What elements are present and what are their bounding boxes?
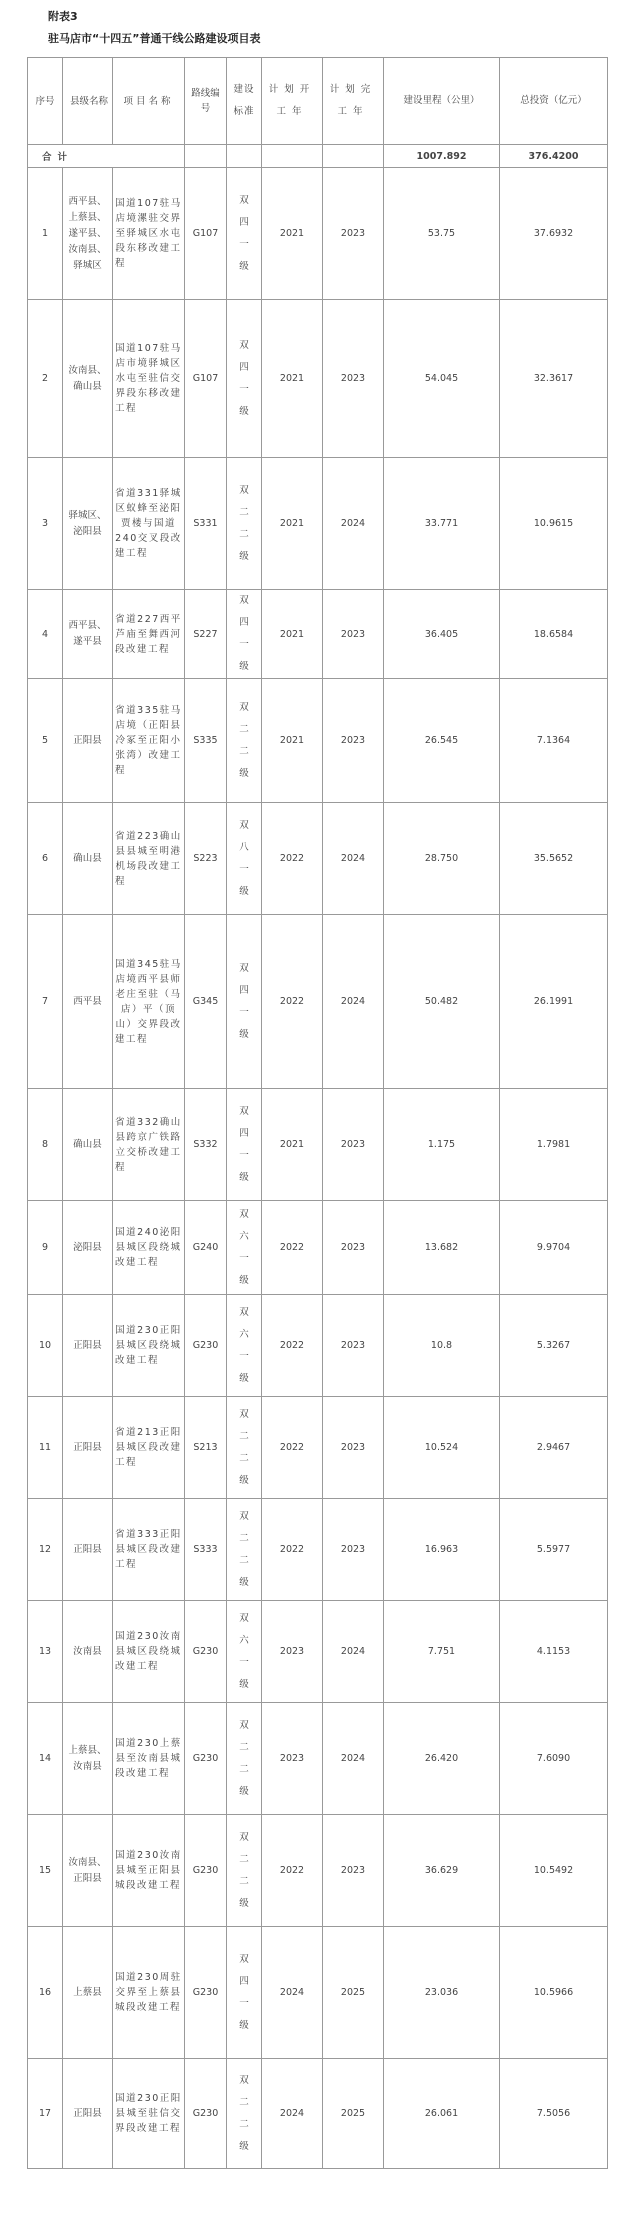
cell-name: 国道230正阳县城至驻信交界段改建工程 [113, 2059, 185, 2169]
cell-mileage: 36.405 [384, 590, 500, 679]
cell-route: G230 [185, 1927, 227, 2059]
cell-standard: 双六一级 [227, 1601, 262, 1703]
cell-county: 上蔡县 [63, 1927, 113, 2059]
cell-no: 15 [28, 1815, 63, 1927]
cell-no: 13 [28, 1601, 63, 1703]
cell-investment: 4.1153 [500, 1601, 608, 1703]
cell-county: 确山县 [63, 1089, 113, 1201]
cell-mileage: 10.8 [384, 1295, 500, 1397]
cell-mileage: 7.751 [384, 1601, 500, 1703]
cell-name: 国道240泌阳县城区段绕城改建工程 [113, 1201, 185, 1295]
total-standard [227, 145, 262, 168]
table-row [28, 590, 608, 679]
header-no: 序号 [28, 58, 63, 145]
cell-investment: 7.1364 [500, 679, 608, 803]
cell-start: 2021 [262, 300, 323, 458]
cell-name: 国道230汝南县城区段绕城改建工程 [113, 1601, 185, 1703]
cell-standard: 双四一级 [227, 1927, 262, 2059]
cell-route: G230 [185, 1295, 227, 1397]
cell-mileage: 16.963 [384, 1499, 500, 1601]
cell-start: 2024 [262, 1927, 323, 2059]
cell-end: 2023 [323, 1089, 384, 1201]
cell-no: 12 [28, 1499, 63, 1601]
cell-standard: 双四一级 [227, 1089, 262, 1201]
cell-name: 省道335驻马店境（正阳县冷冢至正阳小张湾）改建工程 [113, 679, 185, 803]
cell-mileage: 28.750 [384, 803, 500, 915]
table-row [28, 679, 608, 803]
cell-name: 国道345驻马店境西平县师老庄至驻（马店）平（顶山）交界段改建工程 [113, 915, 185, 1089]
cell-investment: 32.3617 [500, 300, 608, 458]
cell-route: S332 [185, 1089, 227, 1201]
cell-route: G107 [185, 168, 227, 300]
cell-end: 2023 [323, 1201, 384, 1295]
cell-end: 2024 [323, 803, 384, 915]
table-row [28, 300, 608, 458]
cell-end: 2025 [323, 1927, 384, 2059]
cell-end: 2025 [323, 2059, 384, 2169]
cell-county: 上蔡县、汝南县 [63, 1703, 113, 1815]
cell-standard: 双六一级 [227, 1295, 262, 1397]
cell-route: S335 [185, 679, 227, 803]
cell-investment: 18.6584 [500, 590, 608, 679]
cell-route: G107 [185, 300, 227, 458]
cell-no: 3 [28, 458, 63, 590]
cell-end: 2023 [323, 679, 384, 803]
cell-investment: 10.5966 [500, 1927, 608, 2059]
cell-end: 2023 [323, 300, 384, 458]
cell-name: 国道230汝南县城至正阳县城段改建工程 [113, 1815, 185, 1927]
cell-start: 2022 [262, 1295, 323, 1397]
cell-start: 2021 [262, 1089, 323, 1201]
cell-end: 2023 [323, 590, 384, 679]
cell-end: 2023 [323, 1295, 384, 1397]
total-investment: 376.4200 [500, 145, 608, 168]
cell-county: 正阳县 [63, 1499, 113, 1601]
cell-county: 西平县、上蔡县、遂平县、汝南县、驿城区 [63, 168, 113, 300]
cell-name: 国道107驻马店市境驿城区水屯至驻信交界段东移改建工程 [113, 300, 185, 458]
cell-route: G230 [185, 1601, 227, 1703]
cell-route: S331 [185, 458, 227, 590]
table-row [28, 1815, 608, 1927]
cell-investment: 35.5652 [500, 803, 608, 915]
cell-standard: 双四一级 [227, 590, 262, 679]
header-investment: 总投资（亿元） [500, 58, 608, 145]
cell-standard: 双二二级 [227, 1815, 262, 1927]
cell-standard: 双四一级 [227, 915, 262, 1089]
cell-county: 汝南县、正阳县 [63, 1815, 113, 1927]
cell-investment: 7.5056 [500, 2059, 608, 2169]
cell-county: 汝南县、确山县 [63, 300, 113, 458]
cell-mileage: 26.061 [384, 2059, 500, 2169]
cell-name: 省道333正阳县城区段改建工程 [113, 1499, 185, 1601]
header-start: 计划开工年 [262, 58, 323, 145]
cell-route: G240 [185, 1201, 227, 1295]
cell-investment: 9.9704 [500, 1201, 608, 1295]
cell-investment: 10.9615 [500, 458, 608, 590]
cell-no: 7 [28, 915, 63, 1089]
cell-investment: 5.3267 [500, 1295, 608, 1397]
cell-standard: 双二二级 [227, 1499, 262, 1601]
cell-end: 2024 [323, 1703, 384, 1815]
cell-investment: 37.6932 [500, 168, 608, 300]
cell-no: 2 [28, 300, 63, 458]
cell-start: 2022 [262, 1201, 323, 1295]
cell-start: 2022 [262, 1499, 323, 1601]
cell-county: 正阳县 [63, 1295, 113, 1397]
cell-end: 2023 [323, 1499, 384, 1601]
total-route [185, 145, 227, 168]
cell-name: 省道331驿城区蚁蜂至泌阳贾楼与国道240交叉段改建工程 [113, 458, 185, 590]
total-label: 合计 [28, 145, 185, 168]
cell-investment: 5.5977 [500, 1499, 608, 1601]
header-end: 计划完工年 [323, 58, 384, 145]
cell-standard: 双二二级 [227, 2059, 262, 2169]
table-row [28, 2059, 608, 2169]
cell-standard: 双二二级 [227, 1397, 262, 1499]
cell-no: 4 [28, 590, 63, 679]
cell-name: 国道230周驻交界至上蔡县城段改建工程 [113, 1927, 185, 2059]
table-row [28, 458, 608, 590]
cell-start: 2024 [262, 2059, 323, 2169]
cell-route: G230 [185, 2059, 227, 2169]
cell-no: 11 [28, 1397, 63, 1499]
cell-county: 正阳县 [63, 1397, 113, 1499]
cell-end: 2023 [323, 1397, 384, 1499]
cell-start: 2022 [262, 1815, 323, 1927]
cell-standard: 双四一级 [227, 300, 262, 458]
cell-route: G230 [185, 1815, 227, 1927]
cell-start: 2021 [262, 168, 323, 300]
table-title: 驻马店市“十四五”普通干线公路建设项目表 [48, 32, 261, 45]
cell-name: 省道223确山县县城至明港机场段改建工程 [113, 803, 185, 915]
cell-mileage: 36.629 [384, 1815, 500, 1927]
total-end [323, 145, 384, 168]
cell-no: 1 [28, 168, 63, 300]
cell-county: 确山县 [63, 803, 113, 915]
cell-no: 5 [28, 679, 63, 803]
cell-standard: 双二二级 [227, 458, 262, 590]
cell-standard: 双二二级 [227, 1703, 262, 1815]
cell-county: 正阳县 [63, 2059, 113, 2169]
cell-standard: 双二二级 [227, 679, 262, 803]
total-row [28, 145, 608, 168]
cell-start: 2021 [262, 590, 323, 679]
cell-mileage: 1.175 [384, 1089, 500, 1201]
cell-mileage: 26.545 [384, 679, 500, 803]
cell-start: 2022 [262, 1397, 323, 1499]
cell-investment: 2.9467 [500, 1397, 608, 1499]
cell-route: S227 [185, 590, 227, 679]
cell-route: G345 [185, 915, 227, 1089]
project-table [27, 57, 608, 2169]
cell-end: 2023 [323, 1815, 384, 1927]
cell-route: S333 [185, 1499, 227, 1601]
cell-end: 2023 [323, 168, 384, 300]
cell-county: 正阳县 [63, 679, 113, 803]
cell-mileage: 50.482 [384, 915, 500, 1089]
cell-investment: 7.6090 [500, 1703, 608, 1815]
cell-investment: 10.5492 [500, 1815, 608, 1927]
cell-end: 2024 [323, 458, 384, 590]
table-row [28, 1201, 608, 1295]
cell-county: 汝南县 [63, 1601, 113, 1703]
cell-no: 10 [28, 1295, 63, 1397]
cell-no: 14 [28, 1703, 63, 1815]
cell-mileage: 33.771 [384, 458, 500, 590]
total-mileage: 1007.892 [384, 145, 500, 168]
table-row [28, 1089, 608, 1201]
cell-county: 西平县 [63, 915, 113, 1089]
cell-start: 2021 [262, 458, 323, 590]
cell-name: 国道107驻马店境漯驻交界至驿城区水屯段东移改建工程 [113, 168, 185, 300]
header-standard: 建设标准 [227, 58, 262, 145]
cell-standard: 双四一级 [227, 168, 262, 300]
header-route: 路线编号 [185, 58, 227, 145]
cell-investment: 1.7981 [500, 1089, 608, 1201]
cell-no: 16 [28, 1927, 63, 2059]
cell-mileage: 26.420 [384, 1703, 500, 1815]
cell-no: 6 [28, 803, 63, 915]
cell-mileage: 10.524 [384, 1397, 500, 1499]
cell-start: 2022 [262, 803, 323, 915]
cell-end: 2024 [323, 915, 384, 1089]
header-mileage: 建设里程（公里） [384, 58, 500, 145]
cell-mileage: 23.036 [384, 1927, 500, 2059]
table-row [28, 1927, 608, 2059]
cell-mileage: 13.682 [384, 1201, 500, 1295]
table-row [28, 803, 608, 915]
cell-start: 2023 [262, 1703, 323, 1815]
cell-investment: 26.1991 [500, 915, 608, 1089]
cell-route: S223 [185, 803, 227, 915]
cell-no: 8 [28, 1089, 63, 1201]
cell-route: G230 [185, 1703, 227, 1815]
cell-name: 国道230上蔡县至汝南县城段改建工程 [113, 1703, 185, 1815]
table-row [28, 168, 608, 300]
table-row [28, 1499, 608, 1601]
table-body [28, 58, 608, 2169]
table-row [28, 1703, 608, 1815]
cell-standard: 双八一级 [227, 803, 262, 915]
header-county: 县级名称 [63, 58, 113, 145]
cell-county: 泌阳县 [63, 1201, 113, 1295]
cell-start: 2023 [262, 1601, 323, 1703]
cell-name: 国道230正阳县城区段绕城改建工程 [113, 1295, 185, 1397]
cell-mileage: 53.75 [384, 168, 500, 300]
cell-name: 省道332确山县跨京广铁路立交桥改建工程 [113, 1089, 185, 1201]
cell-standard: 双六一级 [227, 1201, 262, 1295]
cell-end: 2024 [323, 1601, 384, 1703]
cell-route: S213 [185, 1397, 227, 1499]
cell-mileage: 54.045 [384, 300, 500, 458]
table-row [28, 1601, 608, 1703]
header-row [28, 58, 608, 145]
cell-county: 驿城区、泌阳县 [63, 458, 113, 590]
table-row [28, 1397, 608, 1499]
cell-start: 2021 [262, 679, 323, 803]
cell-county: 西平县、遂平县 [63, 590, 113, 679]
cell-start: 2022 [262, 915, 323, 1089]
cell-no: 9 [28, 1201, 63, 1295]
header-name: 项目名称 [113, 58, 185, 145]
total-start [262, 145, 323, 168]
cell-name: 省道213正阳县城区段改建工程 [113, 1397, 185, 1499]
cell-no: 17 [28, 2059, 63, 2169]
cell-name: 省道227西平芦庙至舞西河段改建工程 [113, 590, 185, 679]
appendix-label: 附表3 [48, 10, 78, 23]
table-row [28, 915, 608, 1089]
table-row [28, 1295, 608, 1397]
